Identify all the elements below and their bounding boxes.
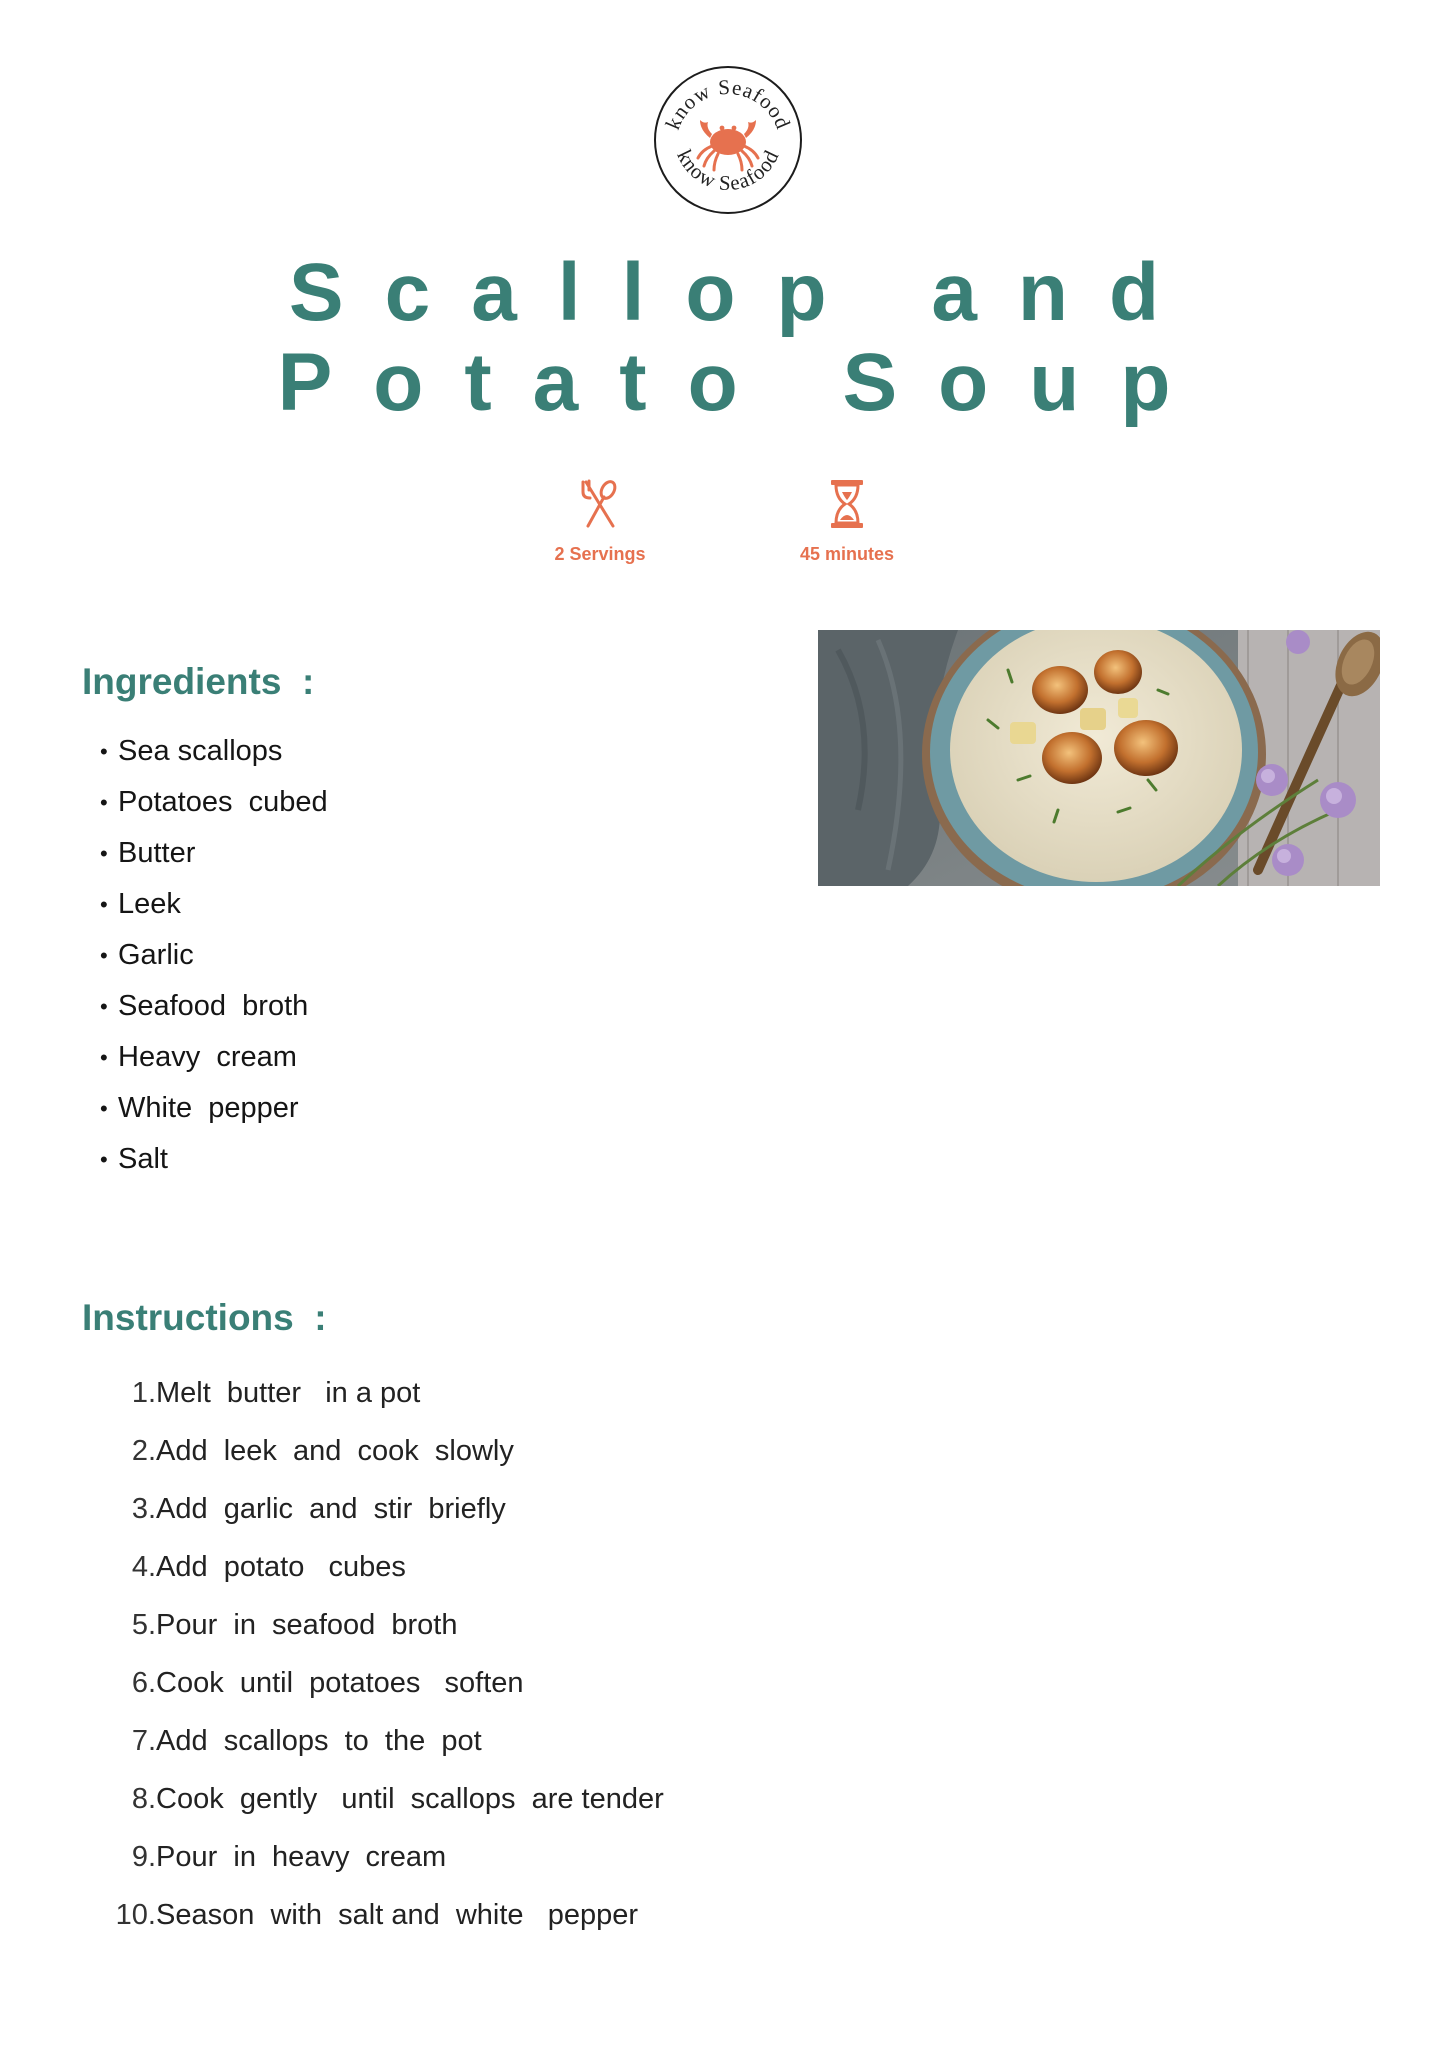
step-text: Pour in heavy cream — [156, 1841, 447, 1873]
time-label: 45 minutes — [799, 544, 895, 564]
instructions-heading: Instructions : — [82, 1297, 327, 1338]
step-text: Melt butter in a pot — [156, 1377, 421, 1409]
servings-label: 2 Servings — [554, 544, 646, 564]
servings-info — [520, 474, 680, 565]
instructions-list — [100, 1364, 664, 1944]
instruction-step — [100, 1770, 664, 1828]
step-number: 6. — [131, 1667, 156, 1699]
step-text: Pour in seafood broth — [156, 1609, 458, 1641]
step-text: Add potato cubes — [156, 1551, 406, 1583]
title-line-1: Scallop and — [288, 247, 1201, 338]
instruction-step — [100, 1596, 664, 1654]
logo-bottom-text: know Seafood — [672, 145, 784, 196]
step-number: 2. — [131, 1435, 156, 1467]
instruction-step — [100, 1654, 664, 1712]
ingredient-item: • Heavy cream — [118, 1032, 328, 1083]
crab-icon — [698, 120, 758, 170]
soup-photo — [818, 630, 1380, 886]
step-text: Add scallops to the pot — [156, 1725, 482, 1757]
instruction-step — [100, 1886, 664, 1944]
ingredient-item: • Salt — [118, 1134, 328, 1185]
ingredient-item: • Garlic — [118, 930, 328, 981]
step-number: 7. — [131, 1725, 156, 1757]
svg-text:know Seafood — [660, 75, 795, 133]
time-info — [767, 474, 927, 565]
step-number: 4. — [131, 1551, 156, 1583]
instruction-step — [100, 1712, 664, 1770]
step-text: Season with salt and white pepper — [156, 1899, 639, 1931]
step-number: 10. — [115, 1899, 156, 1931]
ingredient-item: • Potatoes cubed — [118, 777, 328, 828]
step-number: 9. — [131, 1841, 156, 1873]
instruction-step — [100, 1364, 664, 1422]
ingredient-item: • Butter — [118, 828, 328, 879]
ingredients-heading: Ingredients : — [82, 661, 315, 702]
logo-badge — [654, 66, 802, 214]
step-number: 3. — [131, 1493, 156, 1525]
utensils-icon — [580, 478, 620, 530]
hourglass-icon — [829, 478, 865, 530]
step-number: 1. — [131, 1377, 156, 1409]
soup-photo-illustration — [818, 630, 1380, 886]
instruction-step — [100, 1538, 664, 1596]
step-text: Add garlic and stir briefly — [156, 1493, 506, 1525]
brand-logo — [654, 66, 802, 214]
step-text: Cook gently until scallops are tender — [156, 1783, 664, 1815]
recipe-title — [0, 248, 1448, 428]
step-text: Cook until potatoes soften — [156, 1667, 524, 1699]
title-line-2: Potato Soup — [277, 337, 1212, 428]
ingredients-list — [118, 726, 328, 1185]
instruction-step — [100, 1828, 664, 1886]
step-number: 5. — [131, 1609, 156, 1641]
ingredient-item: • Seafood broth — [118, 981, 328, 1032]
ingredient-item: • Sea scallops — [118, 726, 328, 777]
step-number: 8. — [131, 1783, 156, 1815]
logo-top-text: know Seafood — [660, 74, 796, 133]
step-text: Add leek and cook slowly — [156, 1435, 514, 1467]
instruction-step — [100, 1480, 664, 1538]
ingredient-item: • White pepper — [118, 1083, 328, 1134]
ingredient-item: • Leek — [118, 879, 328, 930]
instruction-step — [100, 1422, 664, 1480]
